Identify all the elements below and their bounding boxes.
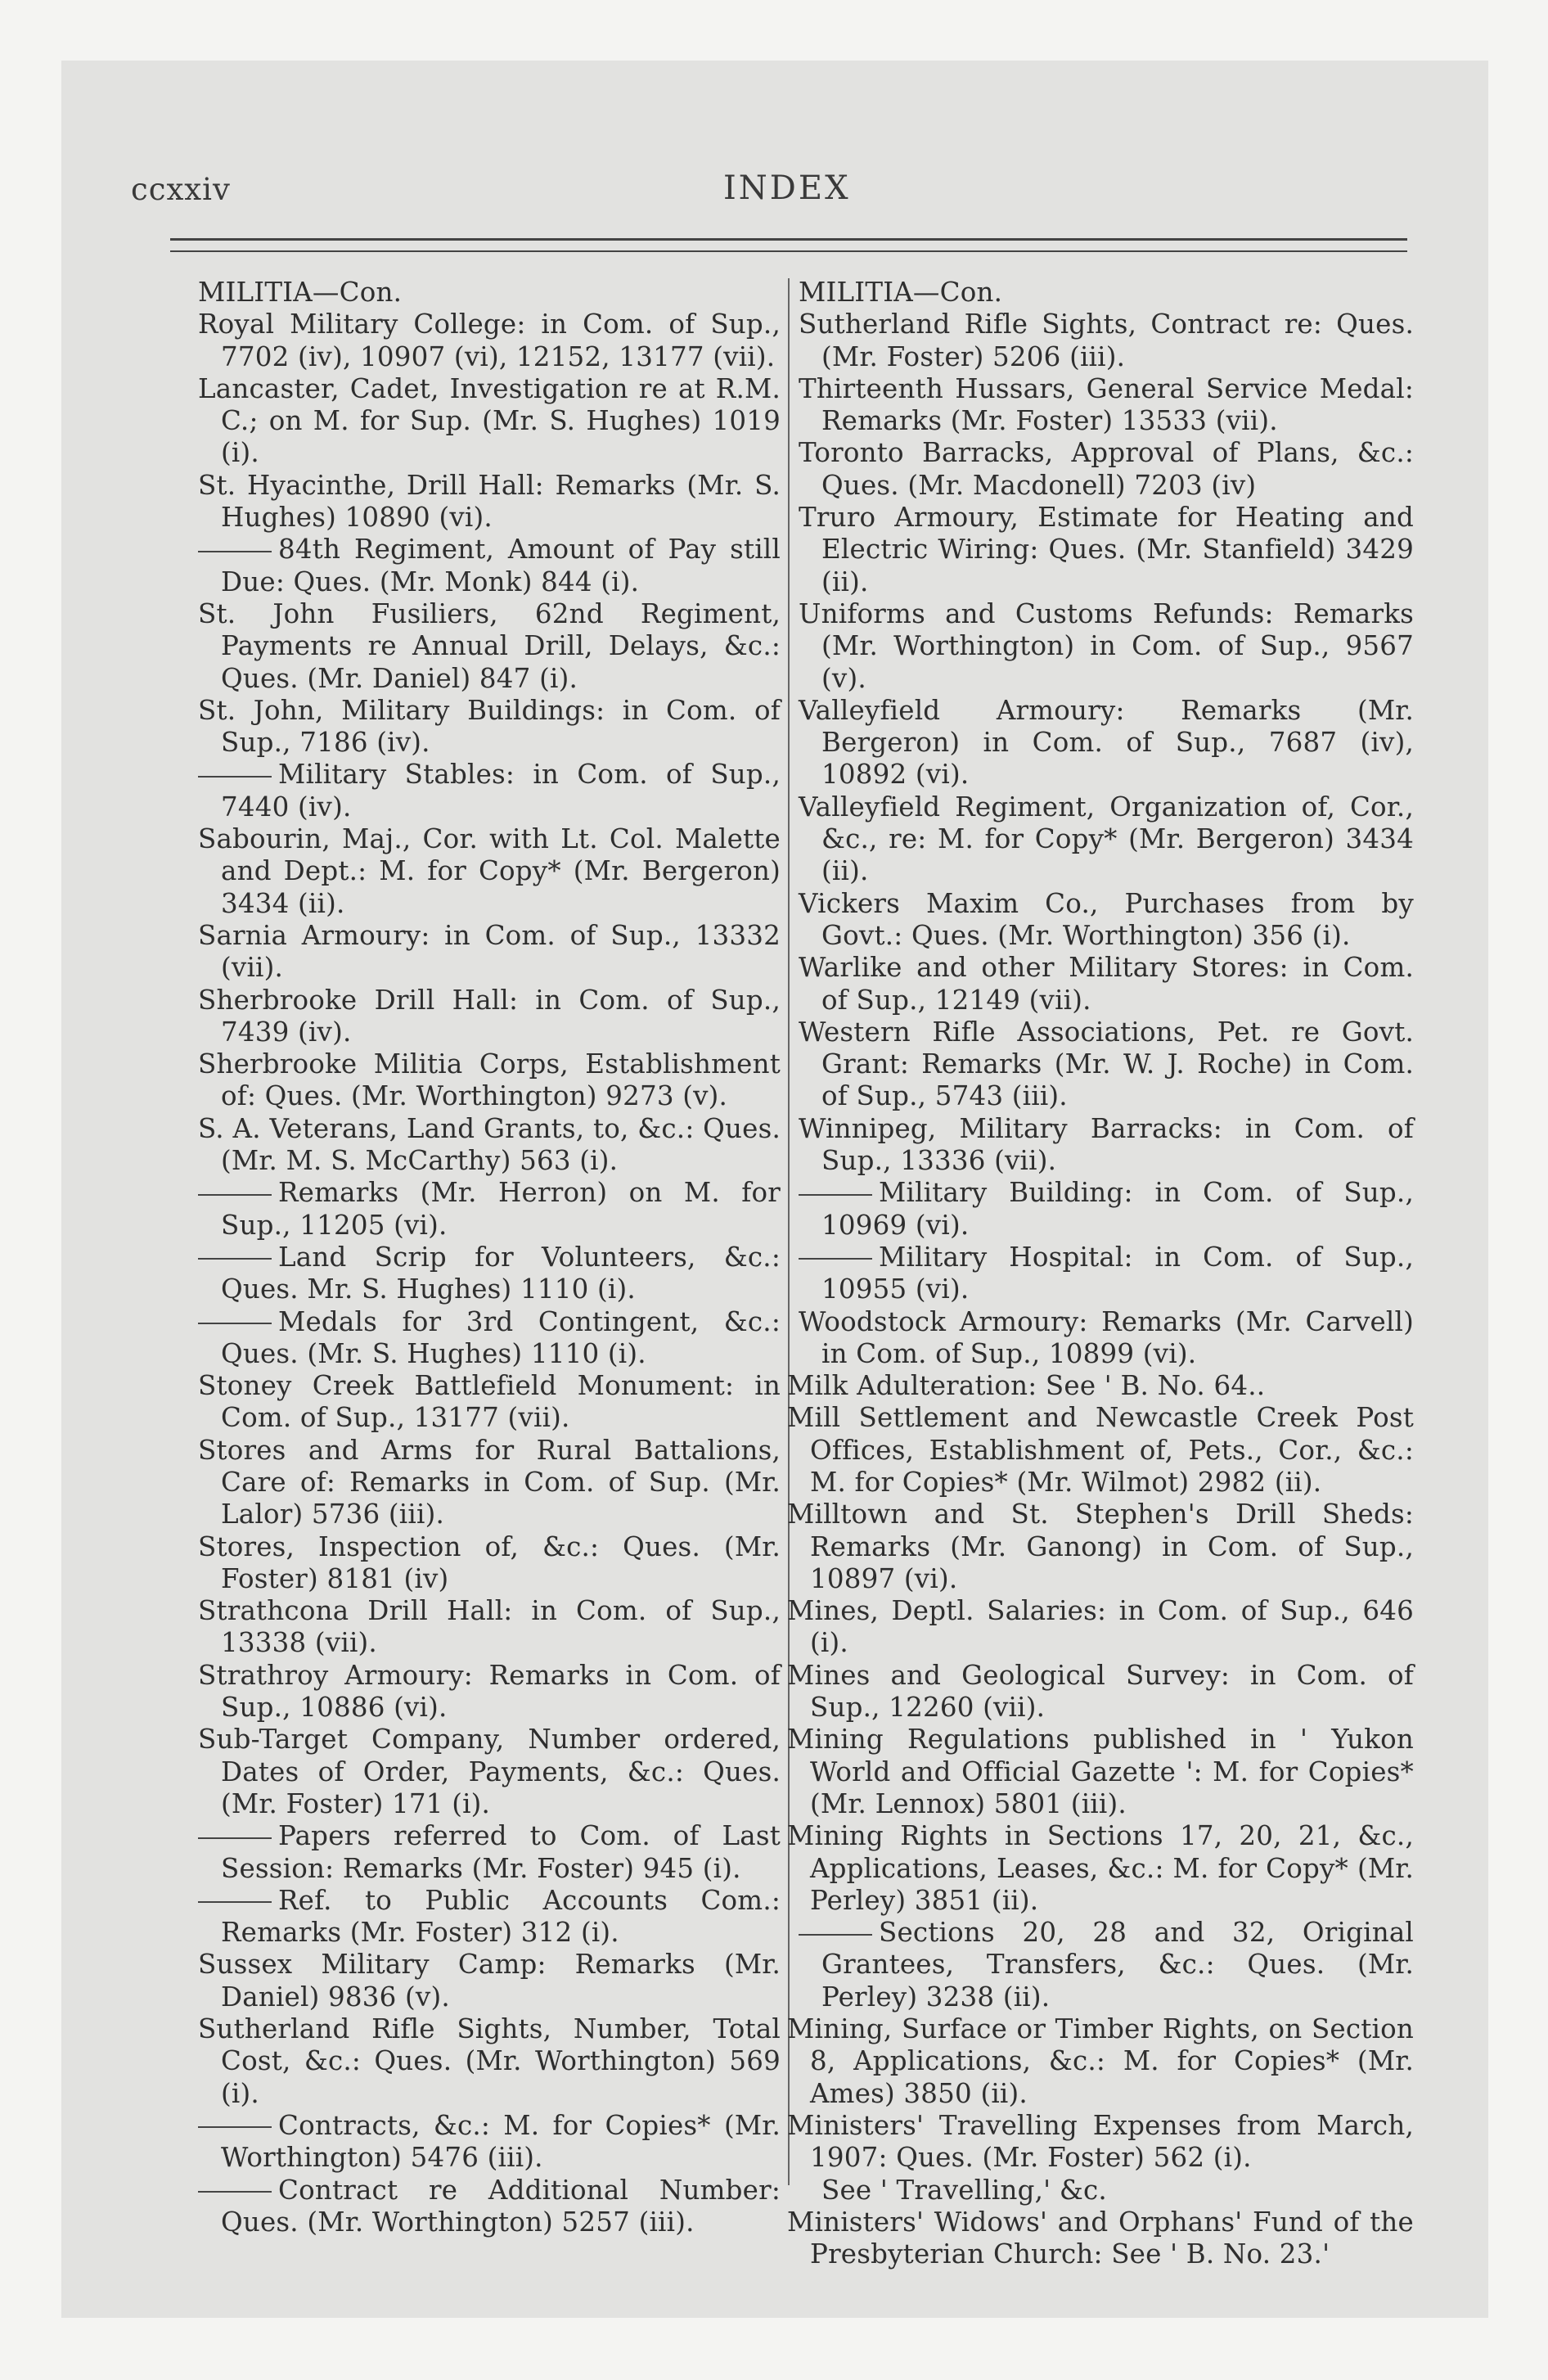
index-entry — [787, 1820, 1414, 1917]
index-entry-text: Sub-Target Company, Number ordered, Dates of Order, Payments, &c.: Ques. (Mr. Foster) 171 (i). — [198, 1724, 781, 1819]
index-entry — [198, 1370, 781, 1435]
ditto-dash — [198, 1901, 272, 1903]
index-entry — [787, 2110, 1414, 2175]
index-entry — [787, 2013, 1414, 2110]
index-entry — [799, 791, 1414, 888]
index-entry — [787, 1724, 1414, 1820]
left-entries — [198, 309, 781, 2238]
ditto-dash — [198, 776, 272, 778]
page-number: ccxxiv — [131, 172, 231, 207]
ditto-dash — [799, 1258, 872, 1260]
index-entry-text: Woodstock Armoury: Remarks (Mr. Carvell) in Com. of Sup., 10899 (vi). — [799, 1305, 1414, 1369]
index-entry — [799, 437, 1414, 502]
index-entry — [787, 1402, 1414, 1499]
index-entry-text: Milltown and St. Stephen's Drill Sheds: Remarks (Mr. Ganong) in Com. of Sup., 10897 (vi). — [787, 1499, 1414, 1594]
index-entry — [198, 985, 781, 1049]
ditto-dash — [799, 1934, 872, 1936]
index-entry — [799, 1917, 1414, 2013]
index-entry — [799, 373, 1414, 438]
index-entry — [787, 1499, 1414, 1595]
index-entry-text: Sussex Military Camp: Remarks (Mr. Daniel) 9836 (v). — [198, 1949, 781, 2013]
index-entry-text: Sarnia Armoury: in Com. of Sup., 13332 (vii). — [198, 919, 781, 984]
index-entry — [198, 759, 781, 823]
index-entry — [198, 920, 781, 985]
index-entry-text: Mill Settlement and Newcastle Creek Post Offices, Establishment of, Pets., Cor., &c.: M. for Copies* (Mr. Wilmot) 2982 (ii). — [787, 1402, 1414, 1498]
right-entries — [787, 309, 1414, 2270]
index-entry-text: Winnipeg, Military Barracks: in Com. of Sup., 13336 (vii). — [799, 1112, 1414, 1177]
index-entry — [198, 2013, 781, 2110]
index-entry — [799, 1177, 1414, 1242]
index-entry — [799, 1113, 1414, 1178]
index-entry — [198, 2175, 781, 2239]
ditto-dash — [799, 1194, 872, 1196]
index-entry-text: Truro Armoury, Estimate for Heating and Electric Wiring: Ques. (Mr. Stanfield) 3429 (ii). — [799, 502, 1414, 597]
index-entry — [198, 1242, 781, 1306]
index-entry-text: Uniforms and Customs Refunds: Remarks (Mr. Worthington) in Com. of Sup., 9567 (v). — [799, 597, 1414, 694]
ditto-dash — [198, 1323, 272, 1324]
index-entry-text: Stores, Inspection of, &c.: Ques. (Mr. Foster) 8181 (iv) — [198, 1530, 781, 1594]
index-entry-text: Land Scrip for Volunteers, &c.: Ques. Mr. S. Hughes) 1110 (i). — [221, 1241, 781, 1305]
index-entry — [198, 1113, 781, 1178]
index-entry-text: Medals for 3rd Contingent, &c.: Ques. (Mr. S. Hughes) 1110 (i). — [221, 1305, 781, 1369]
index-entry-text: Contract re Additional Number: Ques. (Mr. Worthington) 5257 (iii). — [221, 2174, 781, 2238]
index-entry — [198, 534, 781, 598]
ditto-dash — [198, 2191, 272, 2193]
index-entry-text: Strathcona Drill Hall: in Com. of Sup., 13338 (vii). — [198, 1595, 781, 1659]
index-entry-text: Papers referred to Com. of Last Session: Remarks (Mr. Foster) 945 (i). — [221, 1820, 781, 1884]
index-entry — [799, 502, 1414, 598]
index-entry — [198, 1724, 781, 1820]
index-entry — [198, 1435, 781, 1531]
index-entry — [799, 1242, 1414, 1306]
index-entry-text: Valleyfield Armoury: Remarks (Mr. Bergeron) in Com. of Sup., 7687 (iv), 10892 (vi). — [799, 694, 1414, 791]
index-entry — [799, 888, 1414, 953]
index-entry — [799, 695, 1414, 791]
index-entry — [198, 309, 781, 373]
index-entry — [787, 1660, 1414, 1724]
right-column — [787, 277, 1414, 2270]
index-entry-text: Lancaster, Cadet, Investigation re at R.M. C.; on M. for Sup. (Mr. S. Hughes) 1019 (i). — [198, 372, 781, 469]
index-entry — [799, 1306, 1414, 1371]
index-entry-text: Mining Rights in Sections 17, 20, 21, &c., Applications, Leases, &c.: M. for Copy* (Mr. Perley) 3851 (ii). — [787, 1820, 1414, 1916]
header-rule-thin — [170, 250, 1407, 252]
index-entry-text: Sherbrooke Militia Corps, Establishment of: Ques. (Mr. Worthington) 9273 (v). — [198, 1048, 781, 1112]
ditto-dash — [198, 2126, 272, 2128]
index-entry-text: S. A. Veterans, Land Grants, to, &c.: Ques. (Mr. M. S. McCarthy) 563 (i). — [198, 1112, 781, 1177]
index-entry-text: Milk Adulteration: See ' B. No. 64.. — [787, 1370, 1266, 1402]
index-entry-text: Royal Military College: in Com. of Sup., 7702 (iv), 10907 (vi), 12152, 13177 (vii). — [198, 309, 781, 372]
index-entry-text: Stoney Creek Battlefield Monument: in Com. of Sup., 13177 (vii). — [198, 1370, 781, 1434]
index-entry-text: Strathroy Armoury: Remarks in Com. of Sup., 10886 (vi). — [198, 1659, 781, 1724]
index-entry-text: Valleyfield Regiment, Organization of, Cor., &c., re: M. for Copy* (Mr. Bergeron) 3434 (ii). — [799, 791, 1414, 887]
ditto-dash — [198, 1194, 272, 1196]
index-entry — [787, 1370, 1414, 1402]
index-entry — [787, 2206, 1414, 2271]
index-entry — [198, 1531, 781, 1596]
index-entry — [799, 2175, 1414, 2206]
index-entry — [198, 1660, 781, 1724]
index-entry-text: 84th Regiment, Amount of Pay still Due: Ques. (Mr. Monk) 844 (i). — [221, 534, 781, 597]
index-entry-text: Sabourin, Maj., Cor. with Lt. Col. Malette and Dept.: M. for Copy* (Mr. Bergeron) 3434 (ii). — [198, 823, 781, 919]
index-entry — [198, 1306, 781, 1371]
index-entry-text: Mines, Deptl. Salaries: in Com. of Sup., 646 (i). — [787, 1595, 1414, 1659]
index-entry-text: Military Hospital: in Com. of Sup., 10955 (vi). — [821, 1241, 1414, 1305]
index-entry-text: St. Hyacinthe, Drill Hall: Remarks (Mr. S. Hughes) 10890 (vi). — [198, 469, 781, 534]
index-entry — [198, 1595, 781, 1660]
column-heading: MILITIA—Con. — [799, 277, 1003, 308]
left-column — [198, 277, 781, 2238]
index-entry — [198, 695, 781, 760]
index-entry — [198, 1885, 781, 1950]
index-entry — [198, 1949, 781, 2013]
index-entry — [799, 598, 1414, 695]
page-title: INDEX — [723, 169, 851, 207]
index-entry-text: Mines and Geological Survey: in Com. of Sup., 12260 (vii). — [787, 1659, 1414, 1724]
index-entry-text: Ministers' Widows' and Orphans' Fund of the Presbyterian Church: See ' B. No. 23.' — [787, 2206, 1414, 2270]
index-entry-text: Sections 20, 28 and 32, Original Grantees, Transfers, &c.: Ques. (Mr. Perley) 3238 (ii). — [821, 1917, 1414, 2013]
index-entry-text: St. John, Military Buildings: in Com. of Sup., 7186 (iv). — [198, 694, 781, 759]
index-entry-text: Mining, Surface or Timber Rights, on Section 8, Applications, &c.: M. for Copies* (Mr. Ames) 3850 (ii). — [787, 2013, 1414, 2109]
index-entry — [198, 1048, 781, 1113]
index-entry-text: Sutherland Rifle Sights, Number, Total Cost, &c.: Ques. (Mr. Worthington) 569 (i). — [198, 2013, 781, 2109]
index-entry — [198, 823, 781, 920]
index-entry-text: See ' Travelling,' &c. — [821, 2174, 1107, 2206]
index-entry — [799, 952, 1414, 1016]
ditto-dash — [198, 1837, 272, 1839]
index-entry-text: Warlike and other Military Stores: in Com. of Sup., 12149 (vii). — [799, 952, 1414, 1016]
index-entry — [787, 1595, 1414, 1660]
index-entry-text: Military Stables: in Com. of Sup., 7440 (iv). — [221, 759, 781, 823]
index-entry — [198, 1177, 781, 1242]
ditto-dash — [198, 551, 272, 552]
index-entry — [198, 470, 781, 534]
index-entry-text: Mining Regulations published in ' Yukon World and Official Gazette ': M. for Copies* (Mr. Lennox) 5801 (iii). — [787, 1724, 1414, 1819]
index-entry-text: Ref. to Public Accounts Com.: Remarks (Mr. Foster) 312 (i). — [221, 1884, 781, 1949]
index-entry — [198, 1820, 781, 1885]
column-heading: MILITIA—Con. — [198, 277, 403, 308]
index-entry-text: Contracts, &c.: M. for Copies* (Mr. Worthington) 5476 (iii). — [221, 2109, 781, 2174]
index-entry — [799, 309, 1414, 373]
index-entry-text: Thirteenth Hussars, General Service Medal: Remarks (Mr. Foster) 13533 (vii). — [799, 372, 1414, 437]
header-rule — [170, 238, 1407, 241]
index-entry-text: Western Rifle Associations, Pet. re Govt. Grant: Remarks (Mr. W. J. Roche) in Com. of Sup., 5743 (iii). — [799, 1016, 1414, 1112]
ditto-dash — [198, 1258, 272, 1260]
index-entry-text: Stores and Arms for Rural Battalions, Care of: Remarks in Com. of Sup. (Mr. Lalor) 5736 (iii). — [198, 1434, 781, 1530]
index-entry-text: Ministers' Travelling Expenses from March, 1907: Ques. (Mr. Foster) 562 (i). — [787, 2109, 1414, 2174]
index-entry — [198, 2110, 781, 2175]
index-entry-text: Remarks (Mr. Herron) on M. for Sup., 11205 (vi). — [221, 1177, 781, 1241]
index-entry-text: Vickers Maxim Co., Purchases from by Govt.: Ques. (Mr. Worthington) 356 (i). — [799, 887, 1414, 951]
index-entry — [198, 373, 781, 470]
index-entry-text: Military Building: in Com. of Sup., 10969 (vi). — [821, 1177, 1414, 1241]
index-entry-text: Sherbrooke Drill Hall: in Com. of Sup., 7439 (iv). — [198, 984, 781, 1048]
index-entry-text: Toronto Barracks, Approval of Plans, &c.: Ques. (Mr. Macdonell) 7203 (iv) — [799, 437, 1414, 501]
index-entry — [198, 598, 781, 695]
index-entry — [799, 1016, 1414, 1113]
index-entry-text: St. John Fusiliers, 62nd Regiment, Payments re Annual Drill, Delays, &c.: Ques. (Mr. Daniel) 847 (i). — [198, 597, 781, 694]
index-entry-text: Sutherland Rifle Sights, Contract re: Ques. (Mr. Foster) 5206 (iii). — [799, 309, 1414, 372]
